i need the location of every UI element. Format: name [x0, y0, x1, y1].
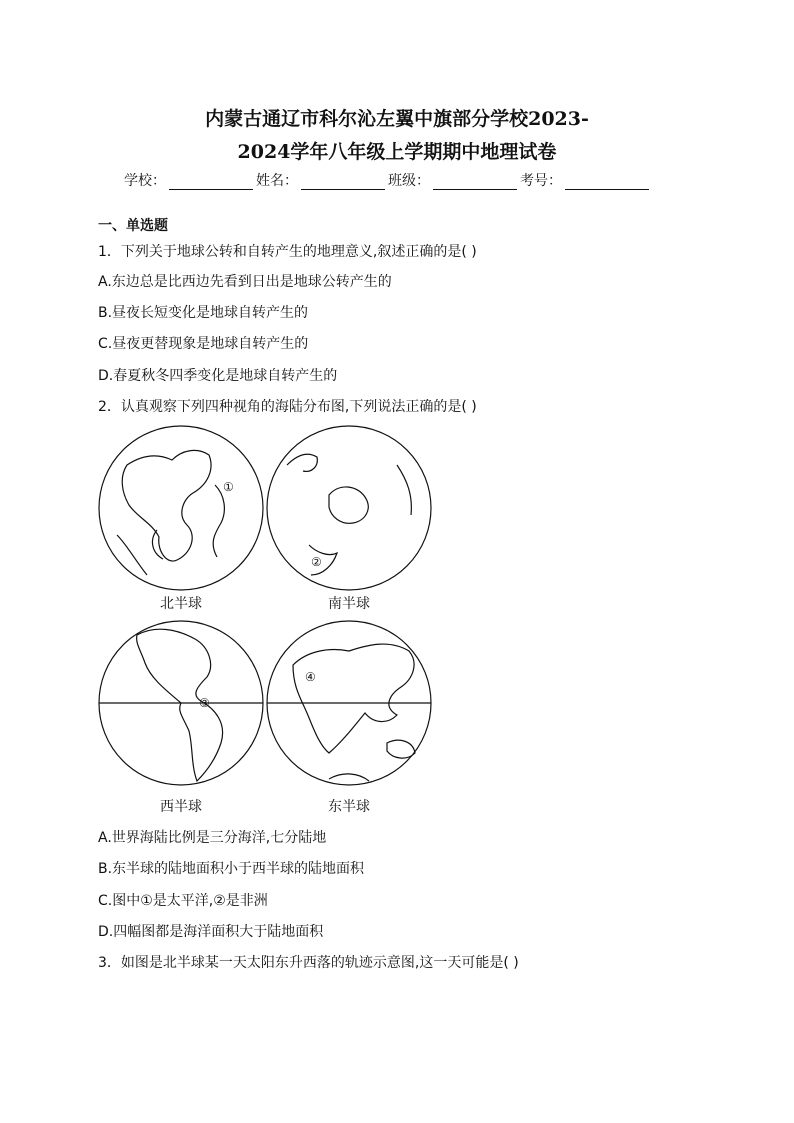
question-1-option-c: C.昼夜更替现象是地球自转产生的	[98, 336, 309, 352]
question-2-stem: 2．认真观察下列四种视角的海陆分布图,下列说法正确的是( )	[98, 399, 477, 415]
label-eastern: 东半球	[328, 799, 370, 815]
exam-title-line-2: 2024学年八年级上学期期中地理试卷	[237, 141, 557, 163]
question-1-option-d: D.春夏秋冬四季变化是地球自转产生的	[98, 368, 338, 384]
southern-coast-1	[287, 454, 317, 471]
antarctica	[329, 487, 368, 523]
number-label: 考号：	[520, 173, 562, 189]
northern-coast-2	[213, 485, 224, 557]
northern-coast-3	[117, 535, 147, 575]
name-blank	[301, 173, 385, 190]
southern-hemisphere-globe	[267, 426, 431, 590]
number-blank	[565, 173, 649, 190]
question-1-option-a: A.东边总是比西边先看到日出是地球公转产生的	[98, 274, 392, 290]
marker-3: ③	[199, 696, 210, 710]
marker-2: ②	[311, 555, 322, 569]
eurasia-africa	[293, 644, 414, 753]
exam-title-line-1: 内蒙古通辽市科尔沁左翼中旗部分学校2023-	[205, 108, 589, 130]
northern-hemisphere-globe	[99, 426, 263, 590]
label-southern: 南半球	[328, 596, 370, 612]
question-3-stem: 3．如图是北半球某一天太阳东升西落的轨迹示意图,这一天可能是( )	[98, 955, 519, 971]
question-2-option-d: D.四幅图都是海洋面积大于陆地面积	[98, 924, 324, 940]
section-heading: 一、单选题	[98, 218, 168, 234]
student-info-row	[124, 170, 652, 190]
northern-landmass	[122, 450, 211, 561]
label-western: 西半球	[160, 799, 202, 815]
question-2-option-a: A.世界海陆比例是三分海洋,七分陆地	[98, 830, 327, 846]
question-1-stem: 1．下列关于地球公转和自转产生的地理意义,叙述正确的是( )	[98, 244, 477, 260]
class-label: 班级：	[388, 173, 430, 189]
question-1-option-b: B.昼夜长短变化是地球自转产生的	[98, 305, 309, 321]
marker-4: ④	[305, 670, 316, 684]
school-label: 学校：	[124, 173, 166, 189]
label-northern: 北半球	[160, 596, 202, 612]
southern-coast-3	[397, 465, 411, 515]
name-label: 姓名：	[256, 173, 298, 189]
antarctic-edge	[329, 774, 369, 781]
hemispheres-figure	[97, 425, 433, 820]
question-2-option-c: C.图中①是太平洋,②是非洲	[98, 893, 268, 909]
class-blank	[433, 173, 517, 190]
school-blank	[169, 173, 253, 190]
question-2-option-b: B.东半球的陆地面积小于西半球的陆地面积	[98, 861, 365, 877]
australia	[387, 740, 415, 758]
marker-1: ①	[223, 480, 234, 494]
